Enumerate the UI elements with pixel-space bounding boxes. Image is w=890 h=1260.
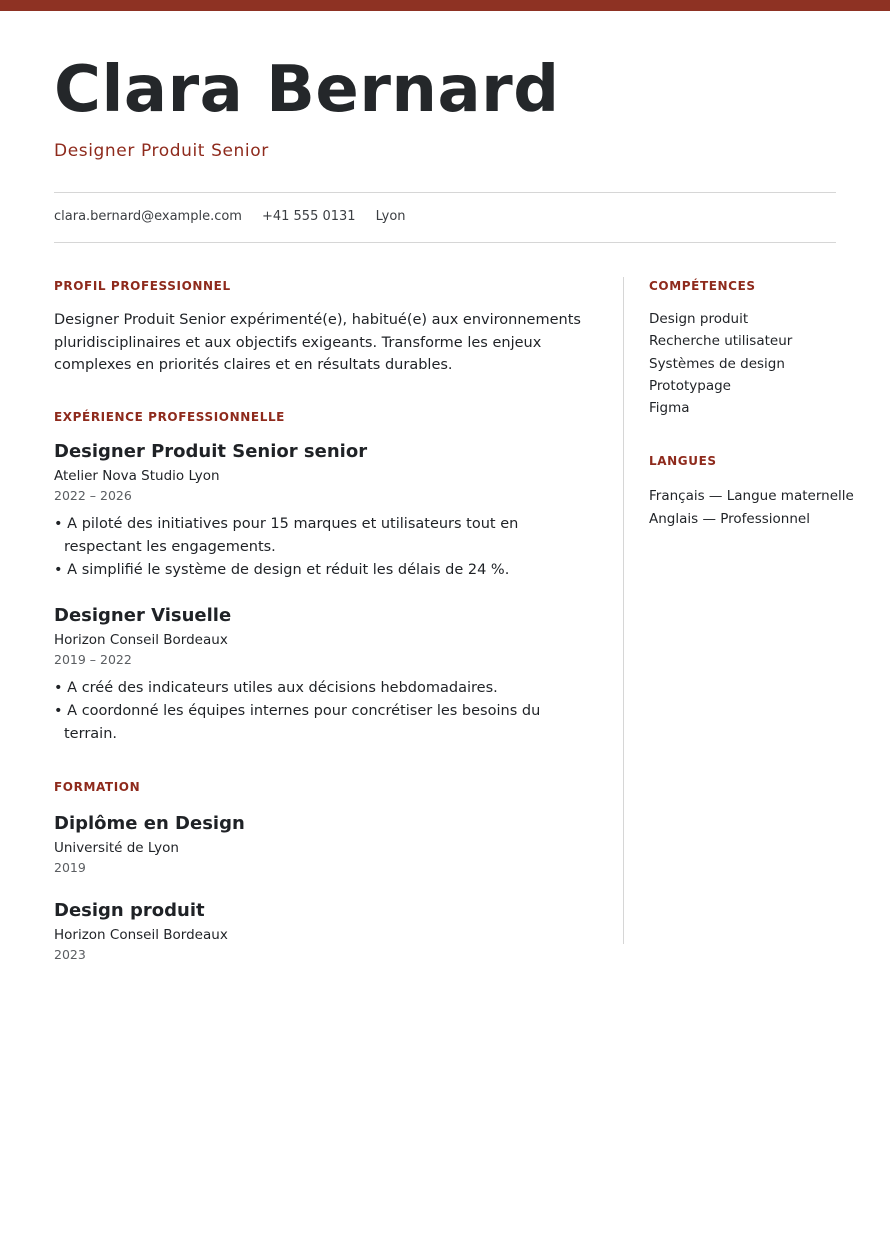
job-bullet: • A créé des indicateurs utiles aux décisions hebdomadaires.: [54, 679, 498, 696]
job-title: Designer Visuelle: [54, 604, 232, 626]
skill-item: Systèmes de design: [649, 355, 785, 372]
experience-title: EXPÉRIENCE PROFESSIONNELLE: [54, 409, 285, 424]
degree-year: 2019: [54, 859, 86, 875]
top-accent-bar: [0, 0, 890, 11]
education-entry: [54, 899, 594, 964]
contact-email[interactable]: clara.bernard@example.com: [54, 209, 242, 224]
profile-text: Designer Produit Senior expérimenté(e), habitué(e) aux environnements pluridisciplinaires et aux objectifs exigeants. Transforme les enjeux complexes en priorités claires et en résultats durables.: [54, 312, 581, 373]
experience-entry: [54, 440, 594, 582]
skill-item: Figma: [649, 400, 690, 417]
degree-school: Horizon Conseil Bordeaux: [54, 926, 228, 943]
job-bullets: [54, 513, 594, 582]
job-bullets: [54, 677, 594, 746]
experience-section: [54, 409, 594, 746]
experience-entry: [54, 604, 594, 746]
profile-title: PROFIL PROFESSIONNEL: [54, 279, 231, 293]
skill-item: Design produit: [649, 311, 749, 327]
job-bullet: • A piloté des initiatives pour 15 marques et utilisateurs tout en respectant les engagements.: [54, 515, 519, 555]
main-column: [54, 278, 594, 964]
divider-bottom: [54, 242, 836, 243]
contact-city: Lyon: [375, 209, 406, 224]
languages-section: [649, 453, 854, 530]
education-section: [54, 779, 594, 964]
job-dates: 2022 – 2026: [54, 487, 132, 503]
degree-school: Université de Lyon: [54, 839, 179, 856]
skills-title: COMPÉTENCES: [649, 279, 756, 293]
skill-item: Recherche utilisateur: [649, 333, 793, 350]
languages-title: LANGUES: [649, 454, 717, 469]
profile-section: [54, 278, 594, 377]
divider-top: [54, 192, 836, 193]
education-entry: [54, 812, 594, 877]
job-title: Designer Produit Senior senior: [54, 440, 368, 462]
column-divider: [623, 277, 624, 944]
job-company: Atelier Nova Studio Lyon: [54, 467, 220, 484]
candidate-name: Clara Bernard: [54, 53, 560, 127]
language-item: Français — Langue maternelle: [649, 488, 854, 505]
degree-title: Design produit: [54, 899, 205, 921]
language-item: Anglais — Professionnel: [649, 510, 810, 527]
languages-list: [649, 485, 854, 530]
degree-year: 2023: [54, 946, 86, 962]
job-bullet: • A simplifié le système de design et réduit les délais de 24 %.: [54, 561, 510, 578]
education-title: FORMATION: [54, 779, 141, 794]
skill-item: Prototypage: [649, 377, 731, 394]
contact-row: [54, 209, 406, 224]
job-dates: 2019 – 2022: [54, 651, 132, 667]
contact-phone[interactable]: +41 555 0131: [261, 209, 356, 224]
side-column: [649, 278, 854, 530]
degree-title: Diplôme en Design: [54, 812, 245, 834]
job-bullet: • A coordonné les équipes internes pour concrétiser les besoins du terrain.: [54, 702, 541, 742]
skills-section: [649, 278, 836, 419]
skills-list: [649, 308, 836, 419]
candidate-role: Designer Produit Senior: [54, 141, 269, 161]
job-company: Horizon Conseil Bordeaux: [54, 631, 228, 648]
